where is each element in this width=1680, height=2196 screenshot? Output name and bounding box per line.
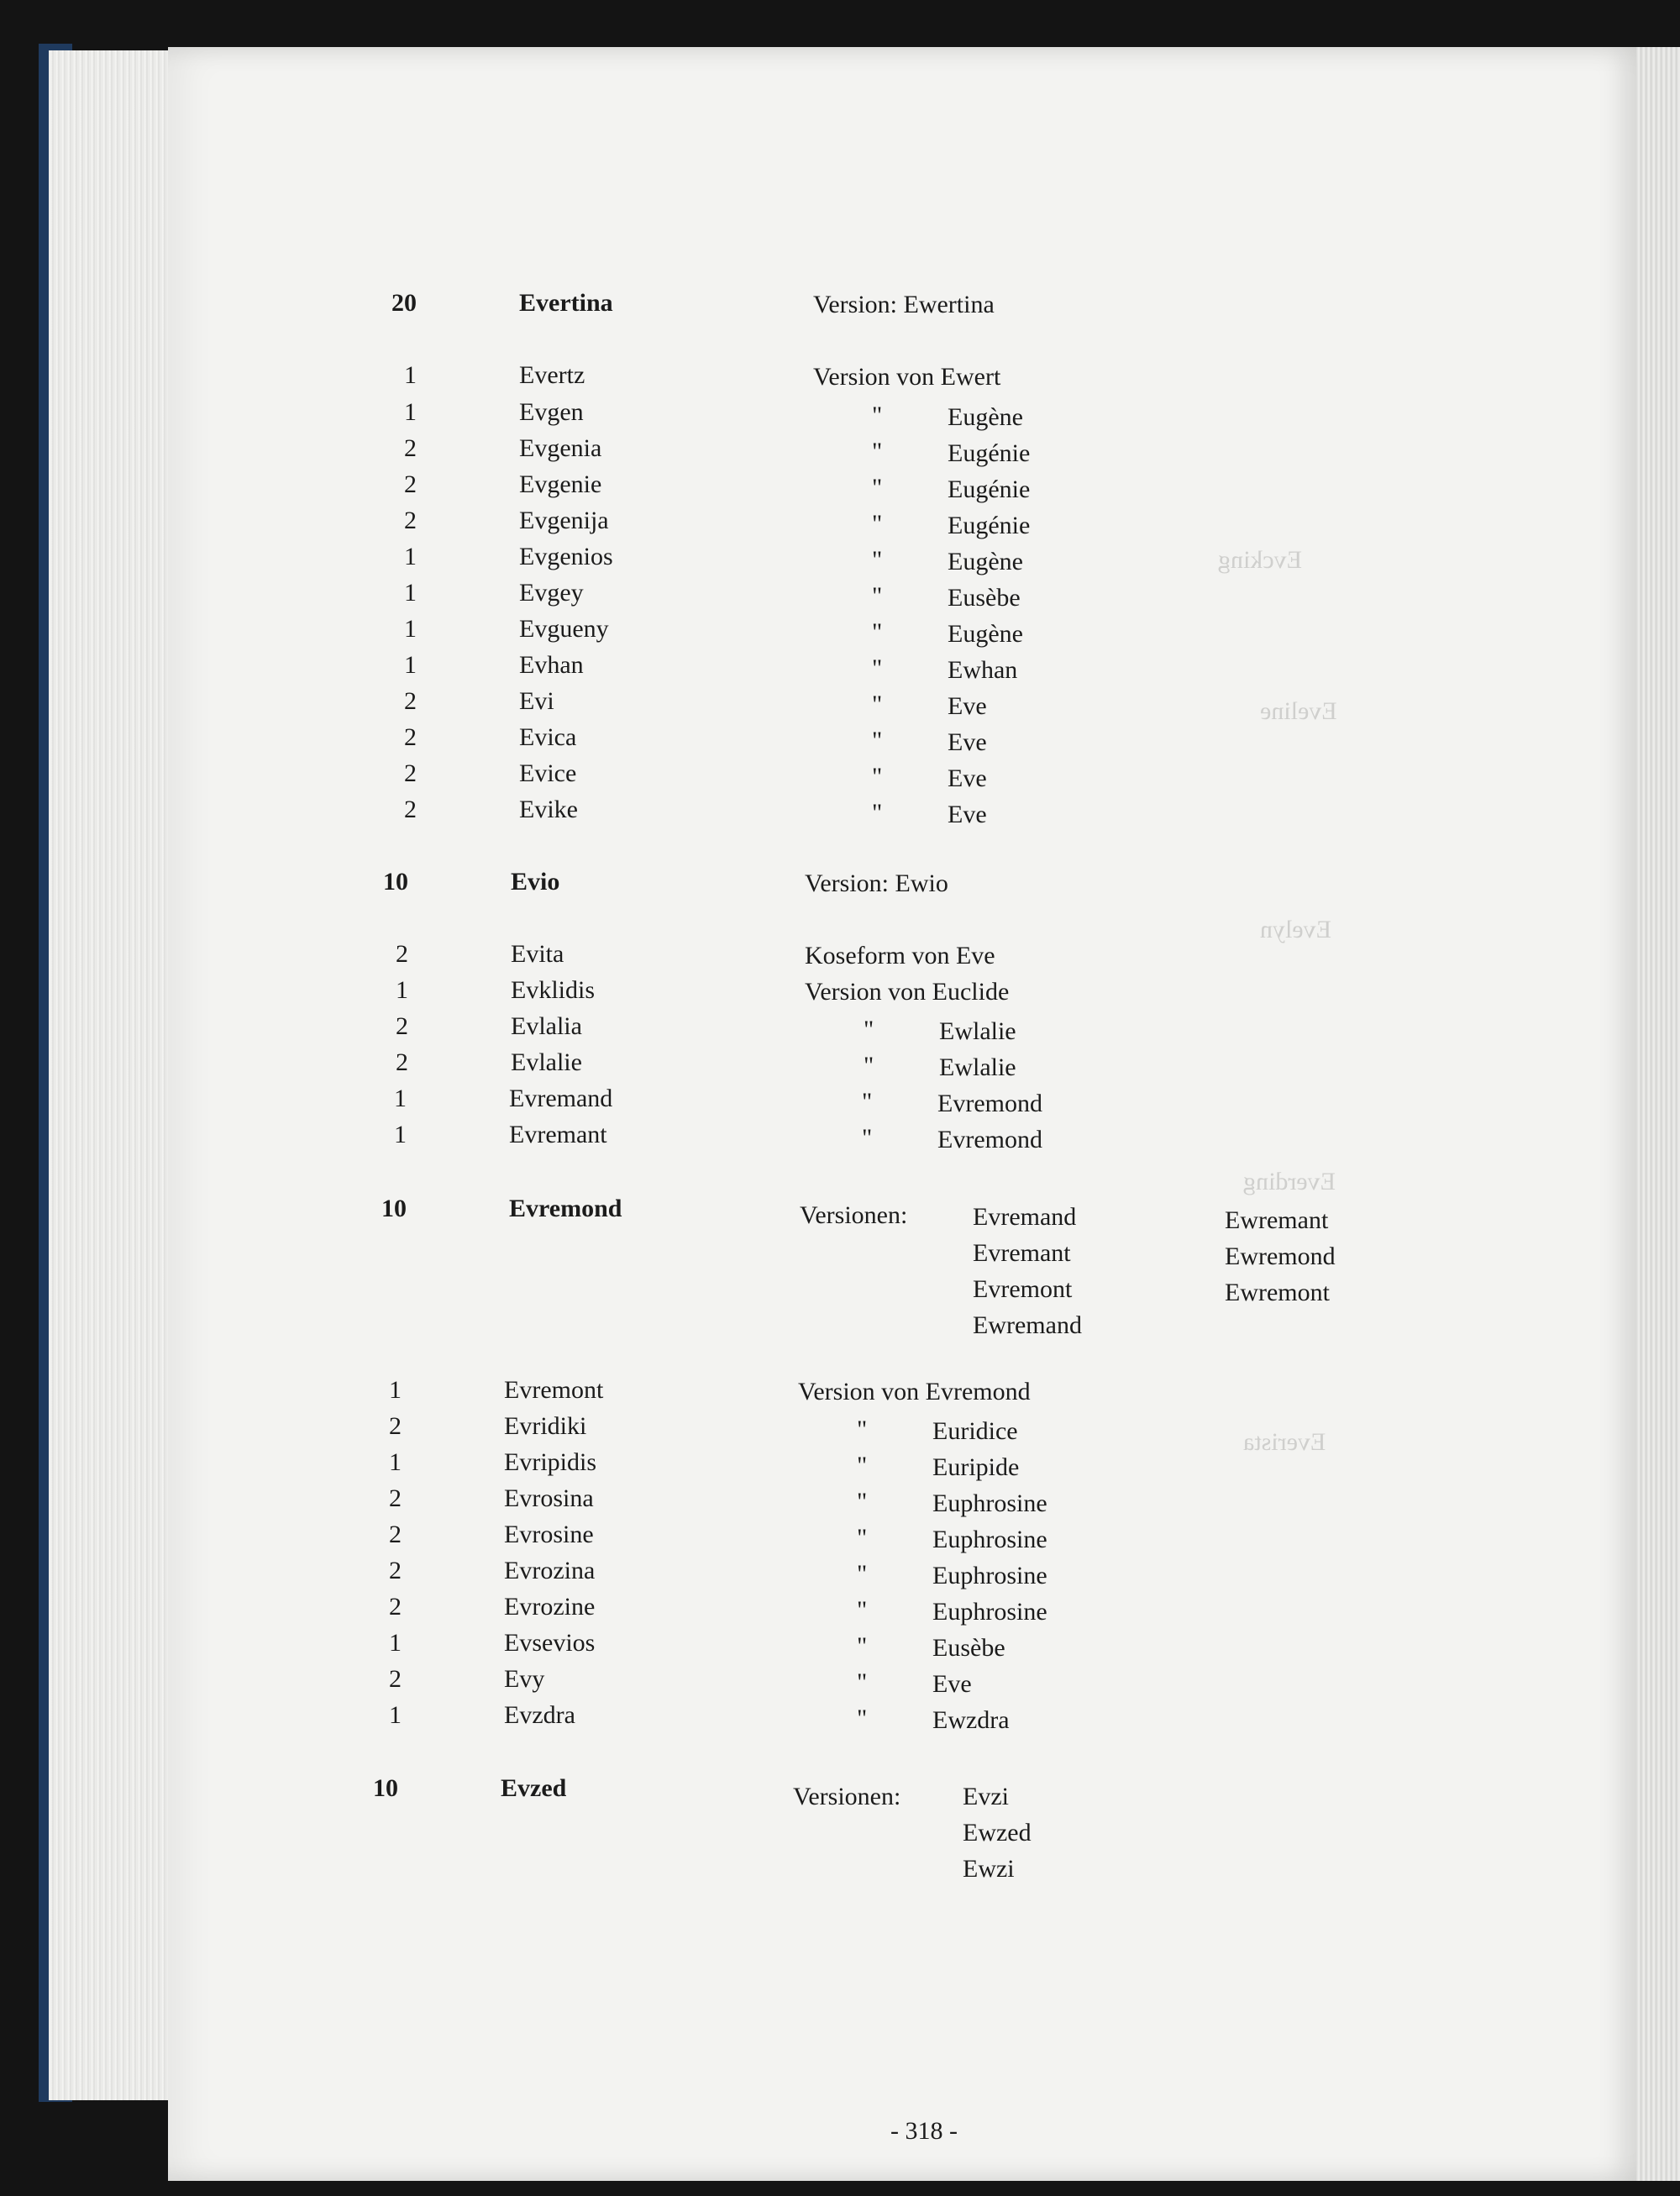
entry-count: 2 [404, 470, 417, 498]
entry-name: Evridiki [504, 1412, 587, 1440]
version-name: Ewremand [973, 1311, 1082, 1339]
ditto-mark: " [857, 1488, 868, 1516]
entry-count: 1 [394, 1121, 407, 1148]
ditto-mark: " [872, 582, 883, 610]
entry-count: 2 [389, 1412, 402, 1440]
ditto-mark: " [857, 1452, 868, 1479]
ditto-mark: " [864, 1052, 874, 1080]
entry-reference: Eusèbe [932, 1634, 1005, 1662]
entry-name: Evgenia [519, 434, 602, 462]
ditto-mark: " [857, 1560, 868, 1588]
ditto-mark: " [862, 1124, 873, 1152]
entry-description: Koseform von Eve [805, 942, 995, 969]
entry-name: Evgen [519, 398, 584, 426]
ditto-mark: " [872, 618, 883, 646]
entry-name: Evgenios [519, 543, 613, 570]
entry-description: Version: Ewio [805, 869, 948, 897]
ditto-mark: " [857, 1668, 868, 1696]
entry-description: Version: Ewertina [813, 291, 995, 318]
entry-description: Version von Euclide [805, 978, 1010, 1006]
entry-count: 20 [391, 289, 417, 317]
entry-reference: Euripide [932, 1453, 1020, 1481]
ditto-mark: " [872, 438, 883, 465]
entry-name: Evlalia [511, 1012, 582, 1040]
entry-reference: Ewzdra [932, 1706, 1010, 1734]
versions-label: Versionen: [800, 1201, 908, 1229]
entry-count: 1 [394, 1085, 407, 1112]
entry-reference: Eugène [948, 548, 1023, 575]
entry-reference: Ewlalie [939, 1053, 1016, 1081]
entry-reference: Eve [948, 801, 987, 828]
entry-reference: Eugène [948, 620, 1023, 648]
entry-reference: Eve [948, 692, 987, 720]
entry-count: 2 [404, 759, 417, 787]
page-edges-right [1636, 47, 1680, 2181]
entry-name: Evrozine [504, 1593, 596, 1621]
entry-reference: Euphrosine [932, 1526, 1047, 1553]
ditto-mark: " [864, 1016, 874, 1043]
entry-count: 2 [404, 723, 417, 751]
entry-name: Evike [519, 796, 578, 823]
entry-reference: Eve [932, 1670, 972, 1698]
entry-count: 2 [396, 1048, 408, 1076]
ditto-mark: " [857, 1416, 868, 1443]
entry-count: 2 [389, 1521, 402, 1548]
ditto-mark: " [872, 510, 883, 538]
entry-count: 2 [404, 687, 417, 715]
version-name: Ewremond [1225, 1242, 1336, 1270]
entry-name: Evi [519, 687, 554, 715]
ditto-mark: " [872, 691, 883, 718]
entry-name: Evremond [509, 1195, 622, 1222]
entry-count: 1 [404, 543, 417, 570]
entry-name: Evrosine [504, 1521, 594, 1548]
entry-count: 1 [404, 615, 417, 643]
versions-label: Versionen: [793, 1783, 901, 1810]
ditto-mark: " [862, 1088, 873, 1116]
entry-name: Evripidis [504, 1448, 596, 1476]
bleed-through-text: Everista [1243, 1428, 1326, 1456]
entry-reference: Ewhan [948, 656, 1018, 684]
entry-name: Evzdra [504, 1701, 575, 1729]
entry-name: Evremand [509, 1085, 613, 1112]
entry-name: Evgey [519, 579, 584, 607]
entry-count: 2 [404, 434, 417, 462]
entry-reference: Eve [948, 728, 987, 756]
ditto-mark: " [857, 1632, 868, 1660]
entry-reference: Eugénie [948, 512, 1031, 539]
entry-reference: Euphrosine [932, 1489, 1047, 1517]
entry-name: Evrosina [504, 1484, 594, 1512]
entry-reference: Eugénie [948, 475, 1031, 503]
version-name: Evremand [973, 1203, 1077, 1231]
entry-count: 2 [404, 796, 417, 823]
entry-count: 1 [389, 1701, 402, 1729]
entry-name: Evgenie [519, 470, 602, 498]
entry-count: 10 [373, 1774, 398, 1802]
entry-name: Evzed [501, 1774, 567, 1802]
bleed-through-text: Everding [1243, 1168, 1336, 1195]
version-name: Ewremant [1225, 1206, 1329, 1234]
entry-name: Evice [519, 759, 577, 787]
ditto-mark: " [872, 474, 883, 502]
entry-count: 2 [396, 940, 408, 968]
ditto-mark: " [872, 654, 883, 682]
bleed-through-text: Eveline [1260, 697, 1337, 725]
entry-name: Evremont [504, 1376, 604, 1404]
entry-name: Evremant [509, 1121, 607, 1148]
entry-name: Evertina [519, 289, 613, 317]
ditto-mark: " [857, 1596, 868, 1624]
entry-count: 10 [381, 1195, 407, 1222]
entry-reference: Eve [948, 764, 987, 792]
entry-name: Evgenija [519, 507, 609, 534]
entry-reference: Eusèbe [948, 584, 1021, 612]
version-name: Ewzed [963, 1819, 1032, 1847]
entry-reference: Euphrosine [932, 1598, 1047, 1626]
page-number: - 318 - [890, 2117, 958, 2145]
entry-count: 1 [389, 1376, 402, 1404]
entry-reference: Euphrosine [932, 1562, 1047, 1589]
entry-name: Evgueny [519, 615, 609, 643]
bleed-through-text: Evcking [1218, 546, 1302, 574]
version-name: Ewremont [1225, 1279, 1330, 1306]
entry-reference: Euridice [932, 1417, 1018, 1445]
entry-count: 1 [389, 1629, 402, 1657]
entry-description: Version von Evremond [798, 1378, 1031, 1405]
entry-name: Evhan [519, 651, 584, 679]
entry-name: Evklidis [511, 976, 596, 1004]
entry-count: 10 [383, 868, 408, 896]
ditto-mark: " [872, 727, 883, 754]
entry-count: 2 [389, 1665, 402, 1693]
entry-count: 2 [389, 1484, 402, 1512]
entry-count: 2 [389, 1593, 402, 1621]
entry-reference: Ewlalie [939, 1017, 1016, 1045]
entry-reference: Eugénie [948, 439, 1031, 467]
entry-reference: Evremond [937, 1090, 1042, 1117]
entry-count: 1 [404, 361, 417, 389]
entry-count: 2 [389, 1557, 402, 1584]
entry-name: Evita [511, 940, 564, 968]
entry-count: 1 [396, 976, 408, 1004]
ditto-mark: " [872, 799, 883, 827]
entry-count: 1 [404, 579, 417, 607]
bleed-through-text: Evelyn [1260, 916, 1331, 943]
ditto-mark: " [872, 763, 883, 791]
entry-name: Evica [519, 723, 577, 751]
version-name: Evremont [973, 1275, 1073, 1303]
entry-reference: Eugène [948, 403, 1023, 431]
version-name: Ewzi [963, 1855, 1015, 1883]
entry-name: Evertz [519, 361, 585, 389]
entry-count: 2 [404, 507, 417, 534]
entry-reference: Evremond [937, 1126, 1042, 1153]
version-name: Evremant [973, 1239, 1071, 1267]
entry-name: Evio [511, 868, 560, 896]
entry-name: Evy [504, 1665, 545, 1693]
entry-count: 1 [404, 398, 417, 426]
ditto-mark: " [872, 546, 883, 574]
entry-name: Evlalie [511, 1048, 582, 1076]
entry-name: Evsevios [504, 1629, 596, 1657]
entry-count: 2 [396, 1012, 408, 1040]
ditto-mark: " [872, 402, 883, 429]
version-name: Evzi [963, 1783, 1009, 1810]
entry-count: 1 [389, 1448, 402, 1476]
entry-count: 1 [404, 651, 417, 679]
entry-name: Evrozina [504, 1557, 596, 1584]
ditto-mark: " [857, 1705, 868, 1732]
entry-description: Version von Ewert [813, 363, 1001, 391]
ditto-mark: " [857, 1524, 868, 1552]
